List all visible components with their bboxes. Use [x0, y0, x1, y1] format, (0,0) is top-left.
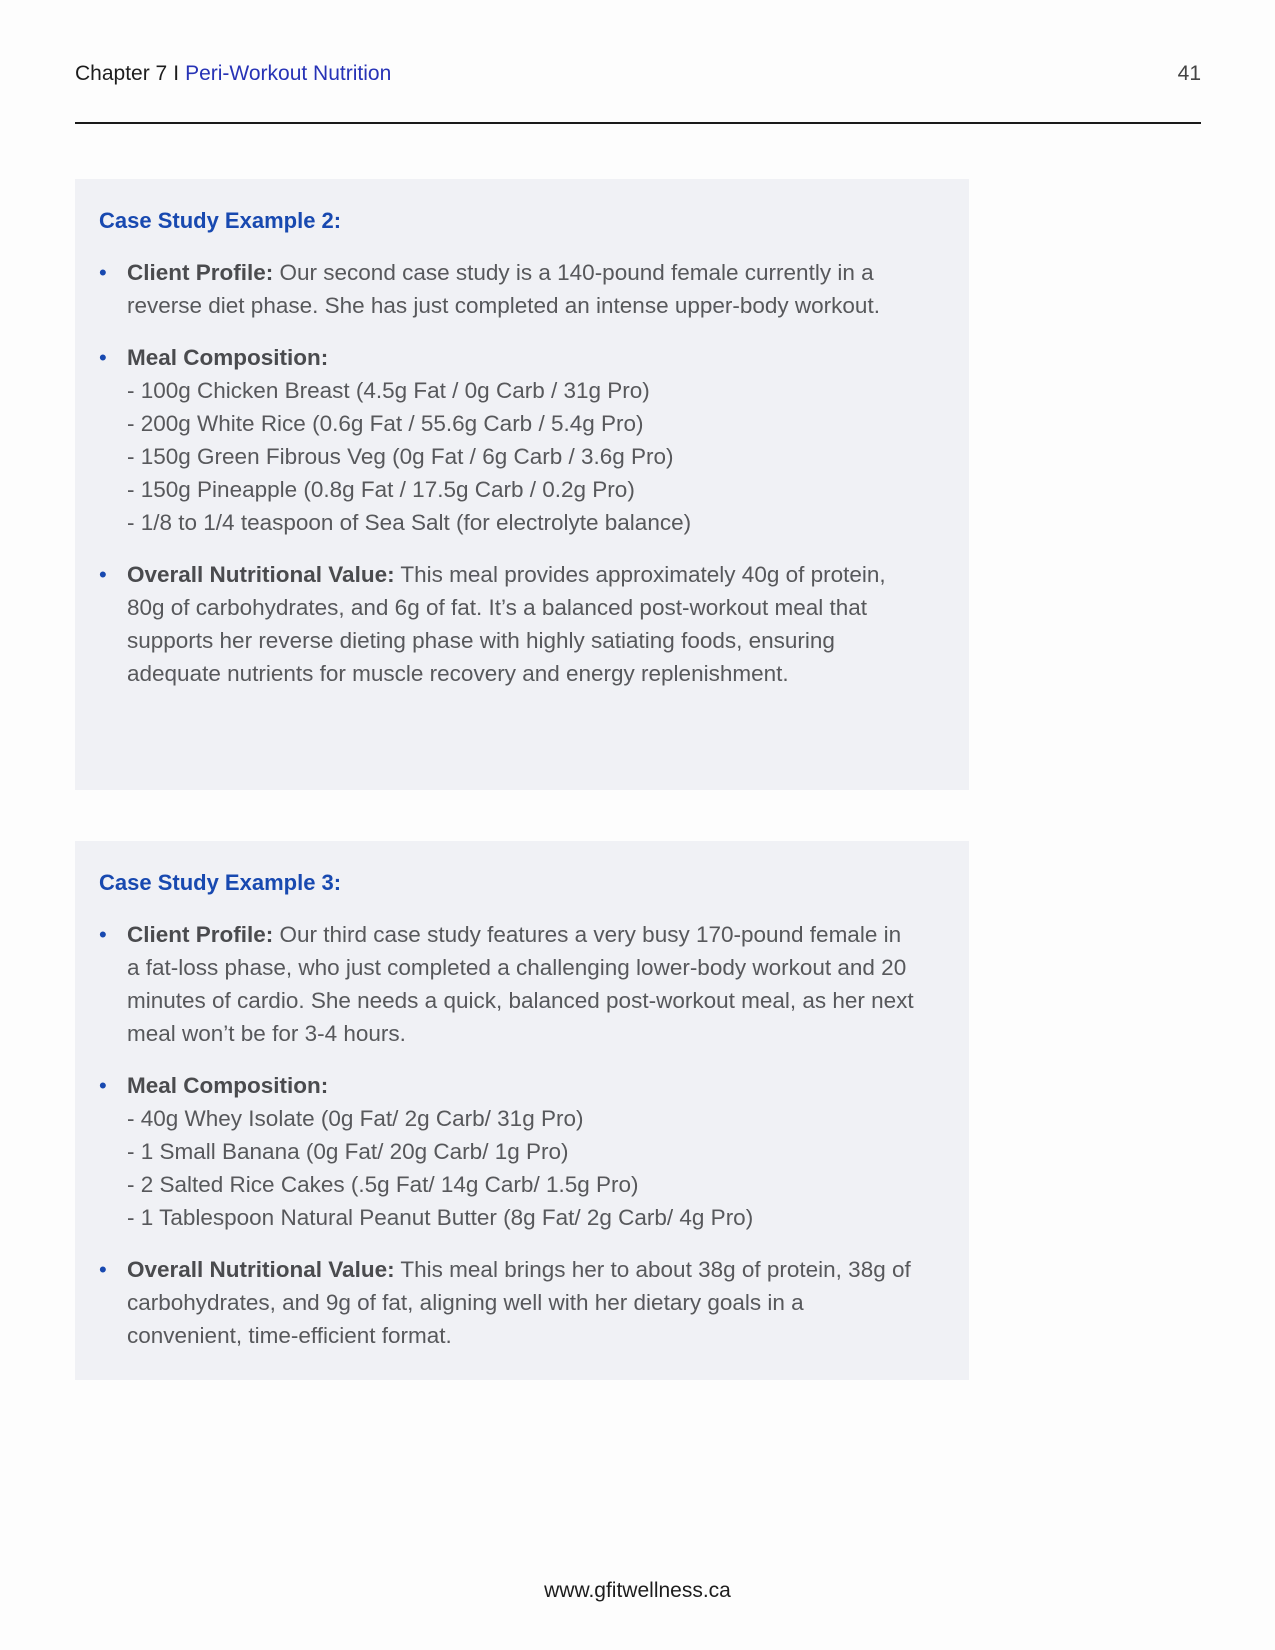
- client-profile-label: Client Profile:: [127, 921, 274, 947]
- meal-composition-label: Meal Composition:: [127, 1072, 329, 1098]
- nutritional-value-text: This meal brings her to about 38g of protein, 38g of carbohydrates, and 9g of fat, aligning well with her dietary goals in a convenient, time-efficient format.: [127, 1256, 911, 1348]
- meal-item: - 150g Green Fibrous Veg (0g Fat / 6g Carb / 3.6g Pro): [127, 443, 674, 469]
- bullet-icon: •: [99, 561, 107, 587]
- meal-item: - 100g Chicken Breast (4.5g Fat / 0g Carb / 31g Pro): [127, 377, 650, 403]
- footer-url: www.gfitwellness.ca: [544, 1579, 731, 1602]
- bullet-icon: •: [99, 344, 107, 370]
- case-study-3-box: [75, 841, 969, 1380]
- client-profile-text: Our second case study is a 140-pound female currently in a reverse diet phase. She has just completed an intense upper-body workout.: [127, 259, 880, 318]
- bullet-icon: •: [99, 259, 107, 285]
- meal-item: - 200g White Rice (0.6g Fat / 55.6g Carb / 5.4g Pro): [127, 410, 644, 436]
- page-header: [75, 62, 1201, 92]
- case-study-2-title: Case Study Example 2:: [99, 208, 342, 233]
- meal-item: - 1/8 to 1/4 teaspoon of Sea Salt (for electrolyte balance): [127, 509, 692, 535]
- chapter-label: Chapter 7: [75, 62, 168, 85]
- nutritional-value-item: [99, 1253, 919, 1352]
- case-study-3-title: Case Study Example 3:: [99, 870, 342, 895]
- meal-composition-label: Meal Composition:: [127, 344, 329, 370]
- nutritional-value-label: Overall Nutritional Value:: [127, 1256, 395, 1282]
- meal-item: - 40g Whey Isolate (0g Fat/ 2g Carb/ 31g Pro): [127, 1105, 584, 1131]
- section-title: Peri-Workout Nutrition: [185, 62, 392, 85]
- bullet-icon: •: [99, 921, 107, 947]
- case-study-2-list: [99, 256, 919, 690]
- case-study-2-box: [75, 179, 969, 790]
- meal-composition-item: [99, 1069, 919, 1234]
- meal-item: - 150g Pineapple (0.8g Fat / 17.5g Carb / 0.2g Pro): [127, 476, 635, 502]
- header-divider: [75, 122, 1201, 124]
- client-profile-label: Client Profile:: [127, 259, 274, 285]
- nutritional-value-item: [99, 558, 919, 690]
- bullet-icon: •: [99, 1072, 107, 1098]
- nutritional-value-text: This meal provides approximately 40g of protein, 80g of carbohydrates, and 6g of fat. It’s a balanced post-workout meal that supports her reverse dieting phase with highly satiating foods, ensuring adequate nutrients for muscle recovery and energy replenishment.: [127, 561, 886, 686]
- client-profile-item: [99, 256, 919, 322]
- case-study-3-list: [99, 918, 919, 1352]
- meal-item: - 1 Small Banana (0g Fat/ 20g Carb/ 1g Pro): [127, 1138, 569, 1164]
- meal-composition-item: [99, 341, 919, 539]
- header-separator: I: [173, 62, 180, 85]
- bullet-icon: •: [99, 1256, 107, 1282]
- page-number: 41: [1177, 62, 1201, 85]
- meal-item: - 2 Salted Rice Cakes (.5g Fat/ 14g Carb/ 1.5g Pro): [127, 1171, 639, 1197]
- client-profile-item: [99, 918, 919, 1050]
- nutritional-value-label: Overall Nutritional Value:: [127, 561, 395, 587]
- meal-item: - 1 Tablespoon Natural Peanut Butter (8g Fat/ 2g Carb/ 4g Pro): [127, 1204, 754, 1230]
- client-profile-text: Our third case study features a very busy 170-pound female in a fat-loss phase, who just completed a challenging lower-body workout and 20 minutes of cardio. She needs a quick, balanced post-workout meal, as her next meal won’t be for 3-4 hours.: [127, 921, 914, 1046]
